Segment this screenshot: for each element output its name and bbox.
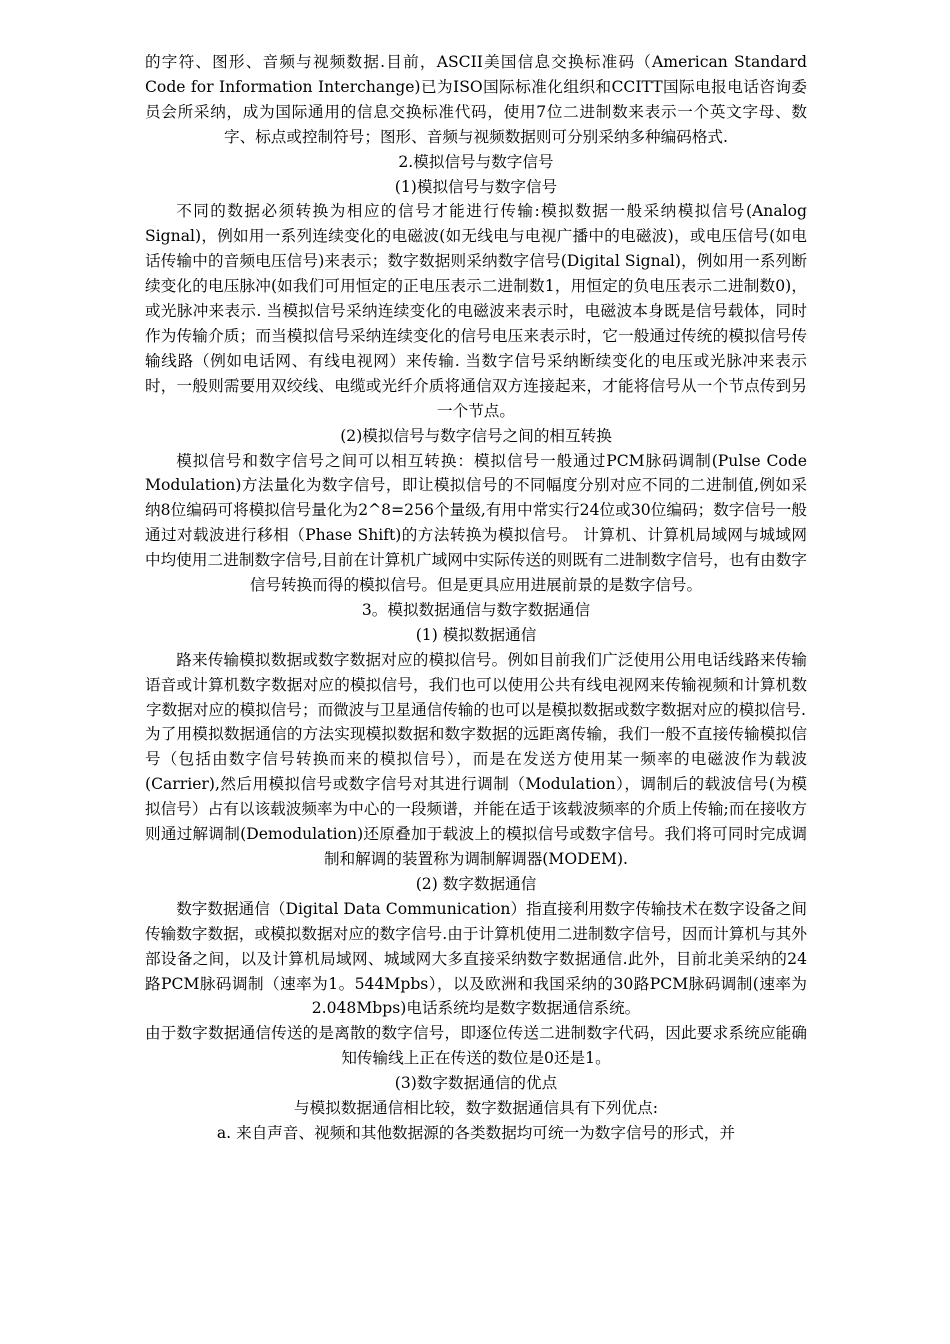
subsection-heading-3-1: (1) 模拟数据通信	[415, 625, 537, 644]
subsection-heading-2-1: (1)模拟信号与数字信号	[394, 177, 558, 196]
paragraph-modulation: 为了用模拟数据通信的方法实现模拟数据和数字数据的远距离传输，我们一般不直接传输模拟信号（包括由数字信号转换而来的模拟信号），而是在发送方使用某一频率的电磁波作为载波(Carrier),然后用模拟信号或数字信号对其进行调制（Modulation），调制后的载波信号(为模拟信号）占有以该载波频率为中心的一段频谱，并能在适于该载波频率的介质上传输;而在接收方则通过解调制(Demodulation)还原叠加于载波上的模拟信号或数字信号。我们将可同时完成调制和解调的装置称为调制解调器(MODEM).	[145, 725, 807, 868]
paragraph-intro-ascii: 的字符、图形、音频与视频数据.目前，ASCII美国信息交换标准码（American Standard Code for Information Interchange)已为ISO国际标准化组织和CCITT国际电报电话咨询委员会所采纳，成为国际通用的信息交换标准代码，使用7位二进制数来表示一个英文字母、数字、标点或控制符号；图形、音频与视频数据则可分别采纳多种编码格式.	[145, 53, 807, 146]
paragraph-analog-transmission: 路来传输模拟数据或数字数据对应的模拟信号。例如目前我们广泛使用公用电话线路来传输语音或计算机数字数据对应的模拟信号，我们也可以使用公共有线电视网来传输视频和计算机数字数据对应的模拟信号；而微波与卫星通信传输的也可以是模拟数据或数字数据对应的模拟信号.	[145, 650, 807, 719]
paragraph-digital-data-communication: 数字数据通信（Digital Data Communication）指直接利用数字传输技术在数字设备之间传输数字数据，或模拟数据对应的数字信号.由于计算机使用二进制数字信号，因而计算机与其外部设备之间，以及计算机局域网、城域网大多直接采纳数字数据通信.此外，目前北美采纳的24路PCM脉码调制（速率为1。544Mpbs），以及欧洲和我国采纳的30路PCM脉码调制(速率为2.048Mbps)电话系统均是数字数据通信系统。	[145, 899, 807, 1018]
paragraph-advantages-intro: 与模拟数据通信相比较，数字数据通信具有下列优点:	[294, 1099, 658, 1118]
subsection-heading-2-2: (2)模拟信号与数字信号之间的相互转换	[340, 426, 612, 445]
paragraph-analog-digital-signal: 不同的数据必须转换为相应的信号才能进行传输:模拟数据一般采纳模拟信号(Analog Signal)，例如用一系列连续变化的电磁波(如无线电与电视广播中的电磁波)，或电压信号(如电话传输中的音频电压信号)来表示；数字数据则采纳数字信号(Digital Signal)，例如用一系列断续变化的电压脉冲(如我们可用恒定的正电压表示二进制数1，用恒定的负电压表示二进制数0)，或光脉冲来表示. 当模拟信号采纳连续变化的电磁波来表示时，电磁波本身既是信号载体，同时作为传输介质；而当模拟信号采纳连续变化的信号电压来表示时，它一般通过传统的模拟信号传输线路（例如电话网、有线电视网）来传输. 当数字信号采纳断续变化的电压或光脉冲来表示时，一般则需要用双绞线、电缆或光纤介质将通信双方连接起来，才能将信号从一个节点传到另一个节点。	[145, 202, 807, 420]
subsection-heading-3-2: (2) 数字数据通信	[415, 874, 537, 893]
section-heading-3: 3。模拟数据通信与数字数据通信	[361, 600, 591, 619]
section-heading-2: 2.模拟信号与数字信号	[398, 152, 554, 171]
paragraph-signal-conversion: 模拟信号和数字信号之间可以相互转换：模拟信号一般通过PCM脉码调制(Pulse Code Modulation)方法量化为数字信号，即让模拟信号的不同幅度分别对应不同的二进制值,例如采纳8位编码可将模拟信号量化为2^8=256个量级,有用中常实行24位或30位编码；数字信号一般通过对载波进行移相（Phase Shift)的方法转换为模拟信号。 计算机、计算机局域网与城域网中均使用二进制数字信号,目前在计算机广域网中实际传送的则既有二进制数字信号，也有由数字信号转换而得的模拟信号。但是更具应用进展前景的是数字信号。	[145, 451, 807, 595]
list-item-advantage-a: a. 来自声音、视频和其他数据源的各类数据均可统一为数字信号的形式，并	[216, 1123, 736, 1142]
document-page	[145, 50, 807, 1146]
paragraph-discrete-signal: 由于数字数据通信传送的是离散的数字信号，即逐位传送二进制数字代码，因此要求系统应能确知传输线上正在传送的数位是0还是1。	[145, 1024, 807, 1068]
subsection-heading-3-3: (3)数字数据通信的优点	[394, 1074, 558, 1093]
